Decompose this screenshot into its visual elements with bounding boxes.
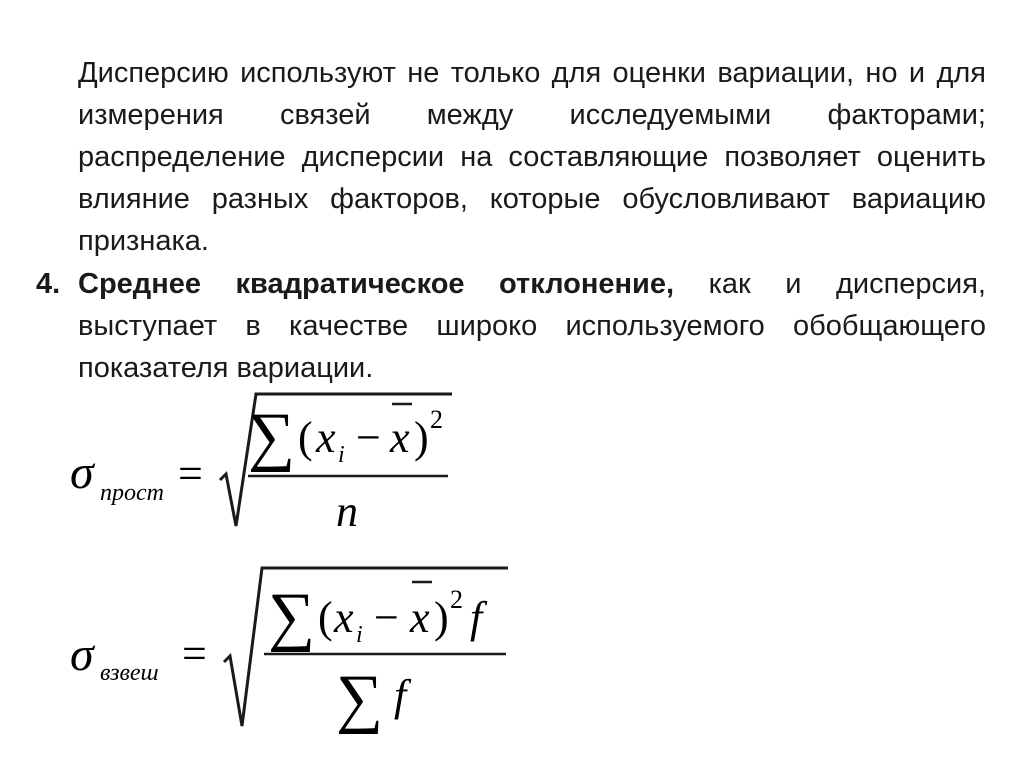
intro-paragraph [78,52,986,262]
open-paren: ( [298,413,313,462]
minus-sign: − [356,413,381,462]
sum-symbol: ∑ [268,580,316,653]
formula-sigma-simple [60,388,480,538]
sigma-subscript: прост [100,480,164,506]
exponent-2: 2 [450,585,463,614]
index-i: i [356,622,363,648]
equals-sign: = [178,449,203,498]
index-i: i [338,442,345,468]
exponent-2: 2 [430,405,443,434]
sigma-symbol: σ [70,628,94,681]
denominator-n: n [336,487,358,536]
minus-sign: − [374,593,399,642]
term-std-deviation: Среднее квадратическое отклонение, [78,268,675,300]
formula-sigma-weighted [60,560,520,740]
x-mean: x [390,413,410,462]
denominator-sum: ∑ [336,662,384,735]
x-variable: x [316,413,336,462]
denominator-f: f [394,671,407,720]
list-item-4 [36,263,986,389]
close-paren: ) [414,413,429,462]
x-mean: x [410,593,430,642]
term-description: как и дисперсия, выступает в качестве широко используемого обобщающего показателя вариации. [78,268,986,384]
open-paren: ( [318,593,333,642]
equals-sign: = [182,629,207,678]
close-paren: ) [434,593,449,642]
weight-f: f [470,593,483,642]
list-number: 4. [36,268,61,300]
intro-text: Дисперсию используют не только для оценки вариации, но и для измерения связей между исследуемыми факторами; распределение дисперсии на составляющие позволяет оценить влияние разных факторов, которые обусловливают вариацию признака. [78,57,986,257]
sigma-subscript: взвеш [100,660,159,686]
x-variable: x [334,593,354,642]
sigma-symbol: σ [70,446,94,499]
sum-symbol: ∑ [248,400,296,473]
